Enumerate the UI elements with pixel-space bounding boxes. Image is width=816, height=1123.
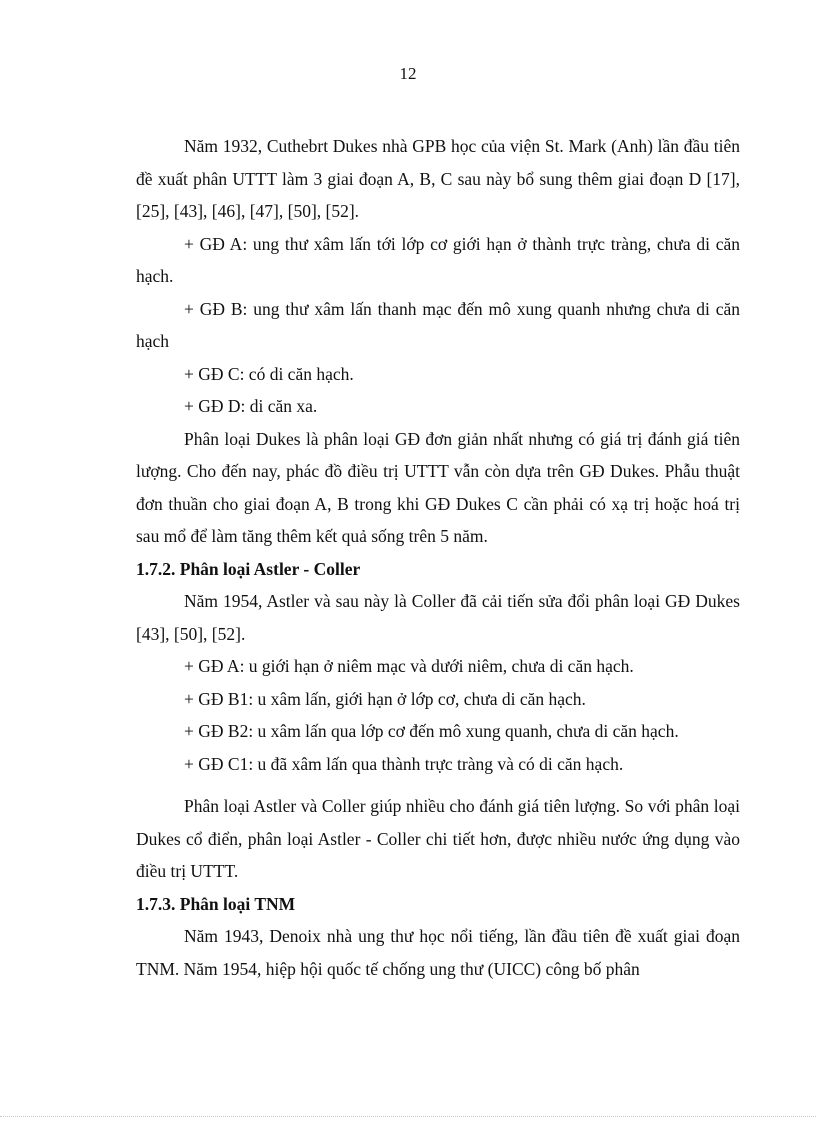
list-item-dukes-a: + GĐ A: ung thư xâm lấn tới lớp cơ giới hạn ở thành trực tràng, chưa di căn hạch. — [136, 233, 740, 286]
paragraph-astler-summary: Phân loại Astler và Coller giúp nhiều cho đánh giá tiên lượng. So với phân loại Dukes cổ điển, phân loại Astler - Coller chi tiết hơn, được nhiều nước ứng dụng vào điều trị UTTT. — [136, 796, 740, 881]
list-item-astler-b2: + GĐ B2: u xâm lấn qua lớp cơ đến mô xung quanh, chưa di căn hạch. — [184, 721, 679, 741]
section-heading-astler-coller: 1.7.2. Phân loại Astler - Coller — [136, 558, 361, 579]
paragraph-dukes-summary: Phân loại Dukes là phân loại GĐ đơn giản nhất nhưng có giá trị đánh giá tiên lượng. Cho đến nay, phác đồ điều trị UTTT vẫn còn dựa trên GĐ Dukes. Phẫu thuật đơn thuần cho giai đoạn A, B trong khi GĐ Dukes C cần phải có xạ trị hoặc hoá trị sau mổ để làm tăng thêm kết quả sống trên 5 năm. — [136, 428, 740, 546]
paragraph-dukes-intro: Năm 1932, Cuthebrt Dukes nhà GPB học của viện St. Mark (Anh) lần đầu tiên đề xuất phân UTTT làm 3 giai đoạn A, B, C sau này bổ sung thêm giai đoạn D [17], [25], [43], [46], [47], [50], [52]. — [136, 136, 740, 221]
paragraph-astler-intro: Năm 1954, Astler và sau này là Coller đã cải tiến sửa đổi phân loại GĐ Dukes [43], [50], [52]. — [136, 591, 740, 644]
page-bottom-divider — [0, 1116, 816, 1117]
list-item-astler-c1: + GĐ C1: u đã xâm lấn qua thành trực tràng và có di căn hạch. — [184, 753, 624, 774]
list-item-dukes-b: + GĐ B: ung thư xâm lấn thanh mạc đến mô xung quanh nhưng chưa di căn hạch — [136, 298, 740, 351]
page-number: 12 — [399, 64, 417, 83]
list-item-dukes-d: + GĐ D: di căn xa. — [184, 396, 318, 416]
list-item-astler-a: + GĐ A: u giới hạn ở niêm mạc và dưới niêm, chưa di căn hạch. — [184, 656, 634, 676]
document-body — [136, 130, 740, 985]
spacer — [136, 780, 740, 790]
paragraph-tnm-intro: Năm 1943, Denoix nhà ung thư học nổi tiếng, lần đầu tiên đề xuất giai đoạn TNM. Năm 1954, hiệp hội quốc tế chống ung thư (UICC) công bố phân — [136, 926, 740, 979]
list-item-astler-b1: + GĐ B1: u xâm lấn, giới hạn ở lớp cơ, chưa di căn hạch. — [184, 688, 586, 709]
list-item-dukes-c: + GĐ C: có di căn hạch. — [184, 363, 354, 384]
section-heading-tnm: 1.7.3. Phân loại TNM — [136, 893, 296, 914]
